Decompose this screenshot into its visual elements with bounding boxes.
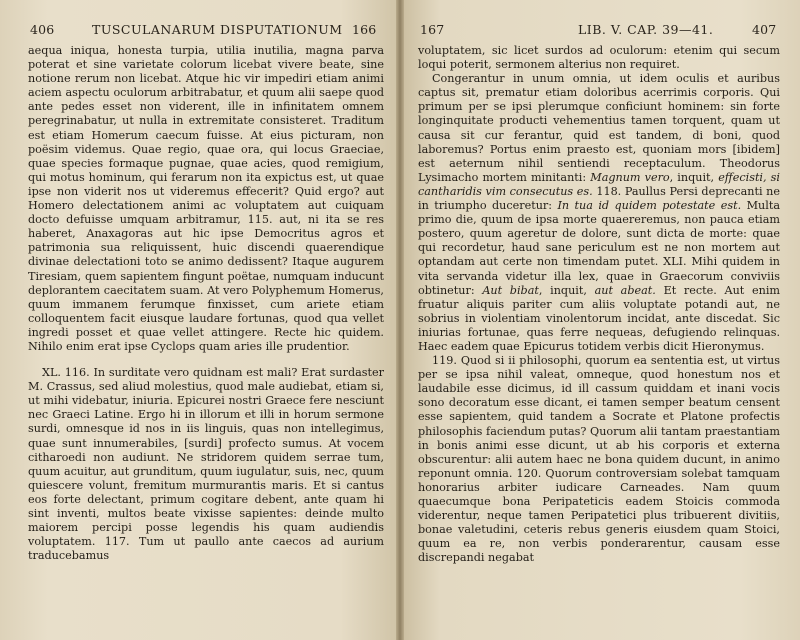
page-number: 406	[30, 22, 55, 37]
paragraph: voluptatem, sic licet surdos ad oculorum: etenim qui secum loqui poterit, sermonem alterius non requiret.	[418, 44, 780, 72]
italic-quote: In tua id quidem potestate est.	[557, 199, 742, 213]
running-title: TUSCULANARUM DISPUTATIONUM	[92, 22, 343, 37]
book-gutter	[396, 0, 404, 640]
paragraph: Congerantur in unum omnia, ut idem oculis et auribus captus sit, prematur etiam doloribus acerrimis corporis. Qui primum per se ipsi plerumque conficiunt hominem: sin forte longinquitate producti vehementius tamen torquent, quam ut causa sit cur ferantur, quid est tandem, di boni, quod laboremus? Portus enim praesto est, quoniam mors [ibidem] est aeternum nihil sentiendi receptaculum. Theodorus Lysimacho mortem minitanti: Magnum vero, inquit, effecisti, si cantharidis vim consecutus es. 118. Paullus Persi deprecanti ne in triumpho duceretur: In tua id quidem potestate est. Multa primo die, quum de ipsa morte quaereremus, non pauca etiam postero, quum ageretur de dolore, sunt dicta de morte: quae qui recordetur, haud sane periculum est ne non mortem aut optandam aut certe non timendam putet. XLI. Mihi quidem in vita servanda videtur illa lex, quae in Graecorum conviviis obtinetur: Aut bibat, inquit, aut abeat. Et recte. Aut enim fruatur aliquis pariter cum aliis voluptate potandi aut, ne sobrius in violentiam vinolentorum incidat, ante discedat. Sic iniurias fortunae, quas ferre nequeas, defugiendo relinquas. Haec eadem quae Epicurus totidem verbis dicit Hieronymus.	[418, 72, 781, 353]
right-page	[400, 0, 800, 640]
side-page-number: 166	[352, 22, 377, 37]
page-body	[28, 44, 384, 563]
paragraph: aequa iniqua, honesta turpia, utilia inutilia, magna parva poterat et sine varietate colorum licebat vivere beate, sine notione rerum non licebat. Atque hic vir impediri etiam animi aciem aspectu oculorum arbitrabatur, et quum alii saepe quod ante pedes esset non viderent, ille in infinitatem omnem peregrinabatur, ut nulla in extremitate consisteret. Traditum est etiam Homerum caecum fuisse. At eius picturam, non poësim videmus. Quae regio, quae ora, qui locus Graeciae, quae species formaque pugnae, quae acies, quod remigium, qui motus hominum, qui ferarum non ita expictus est, ut quae ipse non viderit nos ut videremus effecerit? Quid ergo? aut Homero delectationem animi ac voluptatem aut cuiquam docto defuisse umquam arbitramur, 115. aut, ni ita se res haberet, Anaxagoras aut hic ipse Democritus agros et patrimonia sua reliquissent, huic discendi quaerendique divinae delectationi toto se animo dedissent? Itaque augurem Tiresiam, quem sapientem fingunt poëtae, numquam inducunt deplorantem caecitatem suam. At vero Polyphemum Homerus, quum immanem ferumque finxisset, cum ariete etiam colloquentem facit eiusque laudare fortunas, quod qua vellet ingredi posset et quae vellet attingere. Recte hic quidem. Nihilo enim erat ipse Cyclops quam aries ille prudentior.	[28, 44, 384, 353]
page-body	[418, 44, 780, 565]
paragraph: XL. 116. In surditate vero quidnam est mali? Erat surdaster M. Crassus, sed aliud molestius, quod male audiebat, etiam si, ut mihi videbatur, iniuria. Epicurei nostri Graece fere nesciunt nec Graeci Latine. Ergo hi in illorum et illi in horum sermone surdi, omnesque id nos in iis linguis, quas non intellegimus, quae sunt innumerabiles, [surdi] profecto sumus. At vocem citharoedi non audiunt. Ne stridorem quidem serrae tum, quum acuitur, aut grunditum, quum iugulatur, suis, nec, quum quiescere volunt, fremitum murmurantis maris. Et si cantus eos forte delectant, primum cogitare debent, ante quam hi sint inventi, multos beate vixisse sapientes: deinde multo maiorem percipi posse legendis his quam audiendis voluptatem. 117. Tum ut paullo ante caecos ad aurium traducebamus	[28, 366, 384, 563]
italic-quote: Aut bibat	[482, 283, 539, 297]
italic-quote: aut abeat.	[594, 283, 656, 297]
page-number: 167	[420, 22, 445, 37]
side-page-number: 407	[752, 22, 777, 37]
italic-quote: Magnum vero	[590, 170, 670, 184]
running-title: LIB. V. CAP. 39—41.	[578, 22, 714, 37]
paragraph: 119. Quod si ii philosophi, quorum ea sententia est, ut virtus per se ipsa nihil valeat, omneque, quod honestum nos et laudabile esse dicimus, id ill cassum quiddam et inani vocis sono decoratum esse dicant, ei tamen semper beatum censent esse sapientem, quid tandem a Socrate et Platone profectis philosophis faciendum putas? Quorum alii tantam praestantiam in bonis animi esse dicunt, ut ab his corporis et externa obscurentur: alii autem haec ne bona quidem ducunt, in animo reponunt omnia. 120. Quorum controversiam solebat tamquam honorarius arbiter iudicare Carneades. Nam quum quaecumque bona Peripateticis eadem Stoicis commoda viderentur, neque tamen Peripatetici plus tribuerent divitiis, bonae valetudini, ceteris rebus generis eiusdem quam Stoici, quum ea re, non verbis ponderarentur, causam esse discrepandi negabat	[418, 354, 780, 565]
italic-quote: effecisti, si cantharidis vim consecutus es.	[418, 170, 780, 198]
